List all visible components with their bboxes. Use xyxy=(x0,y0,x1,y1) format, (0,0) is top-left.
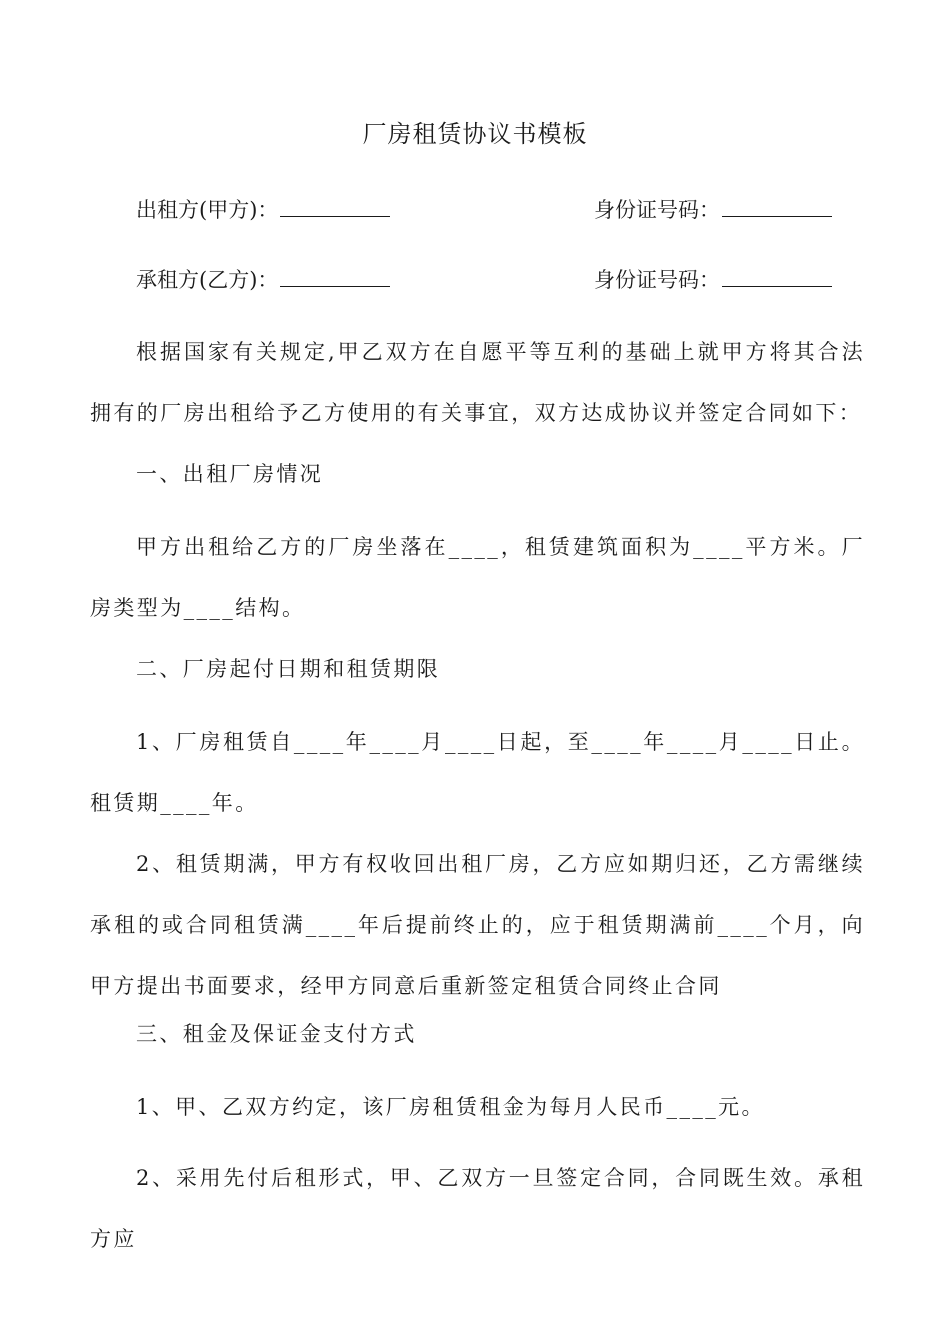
lessee-blank xyxy=(280,262,390,287)
section1-heading: 一、出租厂房情况 xyxy=(136,462,324,486)
section3-heading: 三、租金及保证金支付方式 xyxy=(136,1022,417,1046)
lessee-field xyxy=(136,262,390,298)
lessee-row xyxy=(136,262,856,298)
section3-item2: 2、采用先付后租形式，甲、乙双方一旦签定合同，合同既生效。承租方应 xyxy=(90,1166,865,1251)
lessee-label: 承租方(乙方)： xyxy=(136,268,279,292)
section2-heading: 二、厂房起付日期和租赁期限 xyxy=(136,657,441,681)
section2-item1: 1、厂房租赁自____年____月____日起，至____年____月____日止。租赁期____年。 xyxy=(90,730,865,815)
lessee-id-label: 身份证号码： xyxy=(594,268,720,292)
intro-paragraph: 根据国家有关规定,甲乙双方在自愿平等互利的基础上就甲方将其合法拥有的厂房出租给予乙方使用的有关事宜，双方达成协议并签定合同如下： xyxy=(90,340,865,425)
section3-item1: 1、甲、乙双方约定，该厂房租赁租金为每月人民币____元。 xyxy=(136,1095,765,1119)
lessor-field xyxy=(136,192,390,228)
lessor-row xyxy=(136,192,856,228)
lessor-id-field xyxy=(594,192,832,228)
lessor-label: 出租方(甲方)： xyxy=(136,198,279,222)
lessee-id-blank xyxy=(722,262,832,287)
section1-paragraph: 甲方出租给乙方的厂房坐落在____，租赁建筑面积为____平方米。厂房类型为____结构。 xyxy=(90,535,865,620)
lessor-id-label: 身份证号码： xyxy=(594,198,720,222)
section2-item2: 2、租赁期满，甲方有权收回出租厂房，乙方应如期归还，乙方需继续承租的或合同租赁满____年后提前终止的，应于租赁期满前____个月，向甲方提出书面要求，经甲方同意后重新签定租赁合同终止合同 xyxy=(90,852,865,998)
lessor-blank xyxy=(280,192,390,217)
lessee-id-field xyxy=(594,262,832,298)
document-title: 厂房租赁协议书模板 xyxy=(362,120,588,148)
lessor-id-blank xyxy=(722,192,832,217)
